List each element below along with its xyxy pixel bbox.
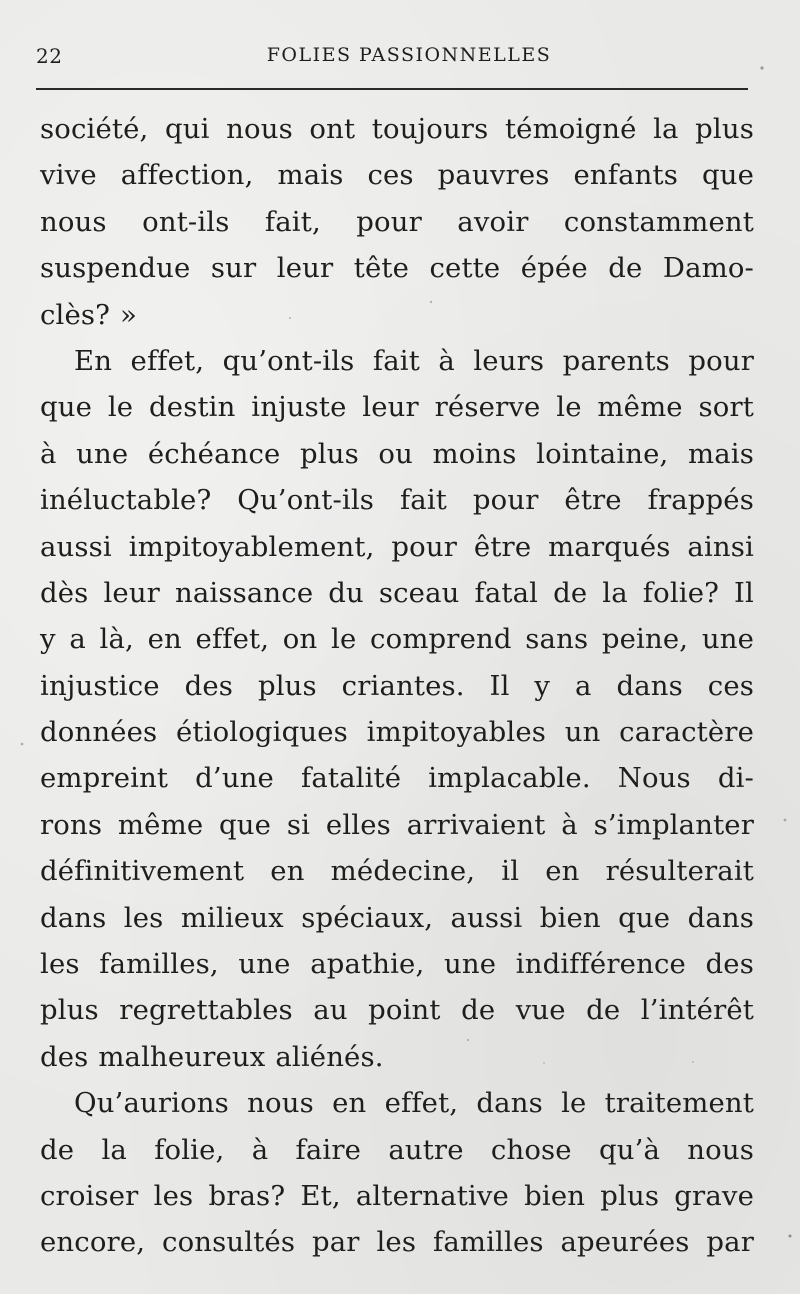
text-line: des malheureux aliénés. xyxy=(40,1040,384,1073)
running-head xyxy=(36,44,752,74)
text-line: vive affection, mais ces pauvres enfants que xyxy=(40,159,754,192)
text-line: rons même que si elles arrivaient à s’implanter xyxy=(40,808,754,841)
text-line: clès? » xyxy=(40,298,137,331)
text-line: empreint d’une fatalité implacable. Nous di- xyxy=(40,762,754,795)
text-line: croiser les bras? Et, alternative bien plus grave xyxy=(40,1179,754,1212)
text-line: encore, consultés par les familles apeurées par xyxy=(40,1226,754,1259)
text-line: de la folie, à faire autre chose qu’à nous xyxy=(40,1133,754,1166)
text-line: définitivement en médecine, il en résulterait xyxy=(40,855,754,888)
body-text xyxy=(40,106,754,1266)
text-line: nous ont-ils fait, pour avoir constamment xyxy=(40,205,754,238)
text-line: dès leur naissance du sceau fatal de la folie? Il xyxy=(40,576,754,609)
paragraph-first-line: En effet, qu’ont-ils fait à leurs parents pour xyxy=(74,344,754,377)
text-line: données étiologiques impitoyables un caractère xyxy=(40,716,754,749)
running-title: FOLIES PASSIONNELLES xyxy=(266,44,552,66)
text-line: suspendue sur leur tête cette épée de Damo- xyxy=(40,252,754,285)
text-line: plus regrettables au point de vue de l’intérêt xyxy=(40,994,754,1027)
text-line: à une échéance plus ou moins lointaine, mais xyxy=(40,437,754,470)
text-line: aussi impitoyablement, pour être marqués ainsi xyxy=(40,530,754,563)
text-line: que le destin injuste leur réserve le même sort xyxy=(40,391,754,424)
text-line: société, qui nous ont toujours témoigné la plus xyxy=(40,113,754,145)
text-line: y a là, en effet, on le comprend sans peine, une xyxy=(40,623,754,656)
header-rule xyxy=(36,88,748,90)
text-line: injustice des plus criantes. Il y a dans ces xyxy=(40,669,754,702)
paragraph-first-line: Qu’aurions nous en effet, dans le traitement xyxy=(74,1087,754,1120)
text-line: les familles, une apathie, une indifférence des xyxy=(40,948,754,981)
page-number: 22 xyxy=(36,44,63,68)
text-line: inéluctable? Qu’ont-ils fait pour être frappés xyxy=(40,484,754,517)
text-line: dans les milieux spéciaux, aussi bien que dans xyxy=(40,901,754,934)
